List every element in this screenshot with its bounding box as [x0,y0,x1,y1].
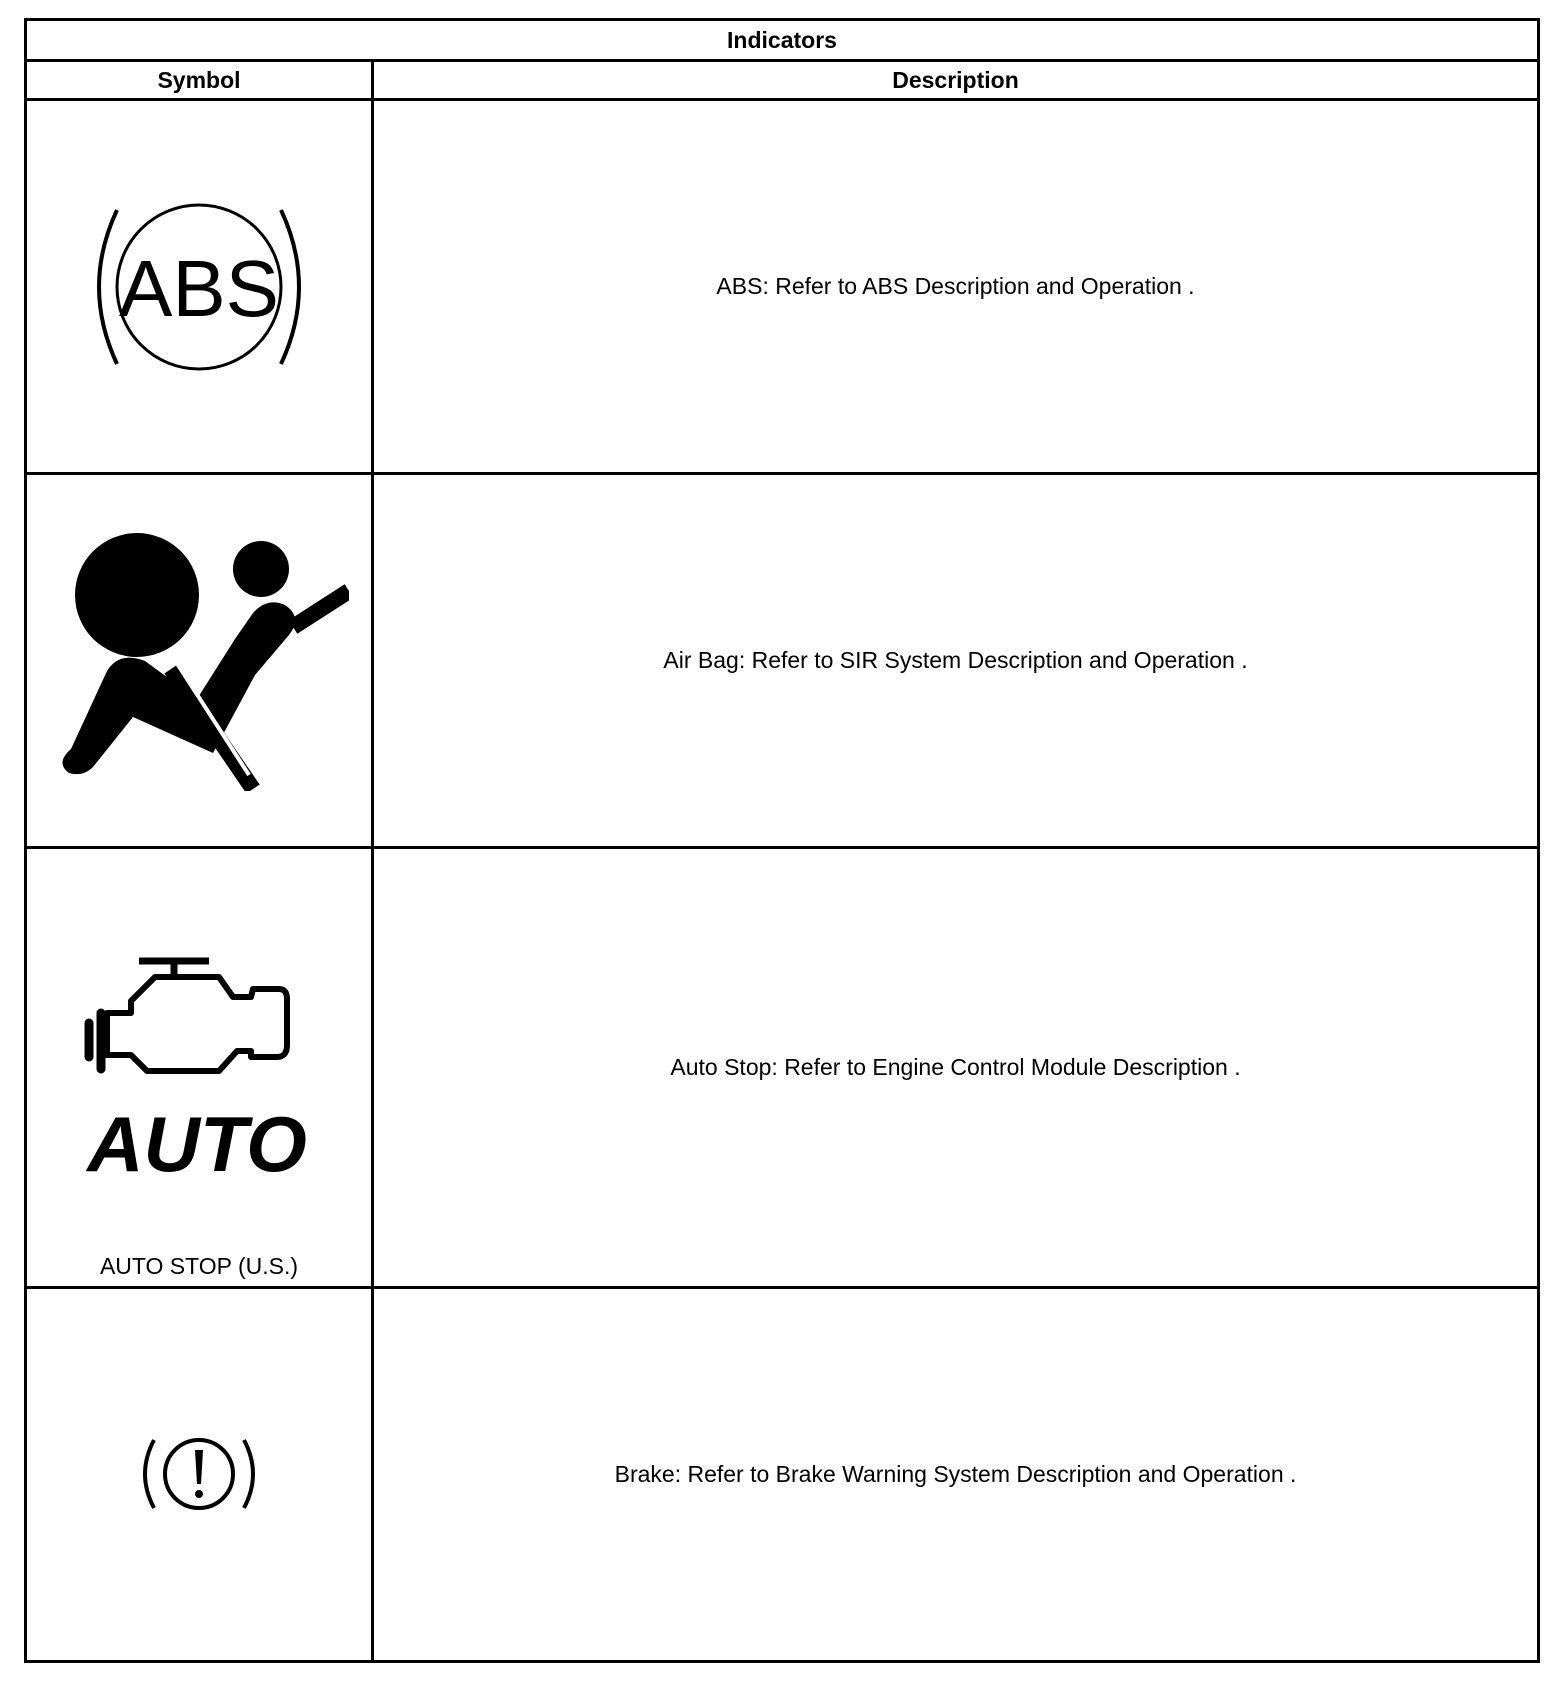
symbol-cell [26,474,373,848]
table-row [26,1288,1539,1662]
svg-text:ABS: ABS [118,243,280,333]
description-cell: Auto Stop: Refer to Engine Control Module Description . [373,848,1539,1288]
symbol-cell [26,848,373,1288]
engine-auto-stop-icon [69,953,329,1183]
description-cell: ABS: Refer to ABS Description and Operation . [373,100,1539,474]
airbag-warning-icon [49,531,349,791]
table-row [26,100,1539,474]
description-cell: Air Bag: Refer to SIR System Description and Operation . [373,474,1539,848]
table-row [26,474,1539,848]
table-row [26,848,1539,1288]
svg-text:AUTO: AUTO [87,1099,307,1183]
symbol-cell [26,1288,373,1662]
symbol-caption: AUTO STOP (U.S.) [99,1253,299,1279]
description-cell: Brake: Refer to Brake Warning System Description and Operation . [373,1288,1539,1662]
symbol-cell [26,100,373,474]
description-column-header: Description [373,61,1539,100]
indicators-table [24,18,1540,1663]
brake-warning-icon [134,1430,264,1520]
table-title: Indicators [26,20,1539,61]
symbol-column-header: Symbol [26,61,373,100]
abs-warning-icon [79,192,319,382]
